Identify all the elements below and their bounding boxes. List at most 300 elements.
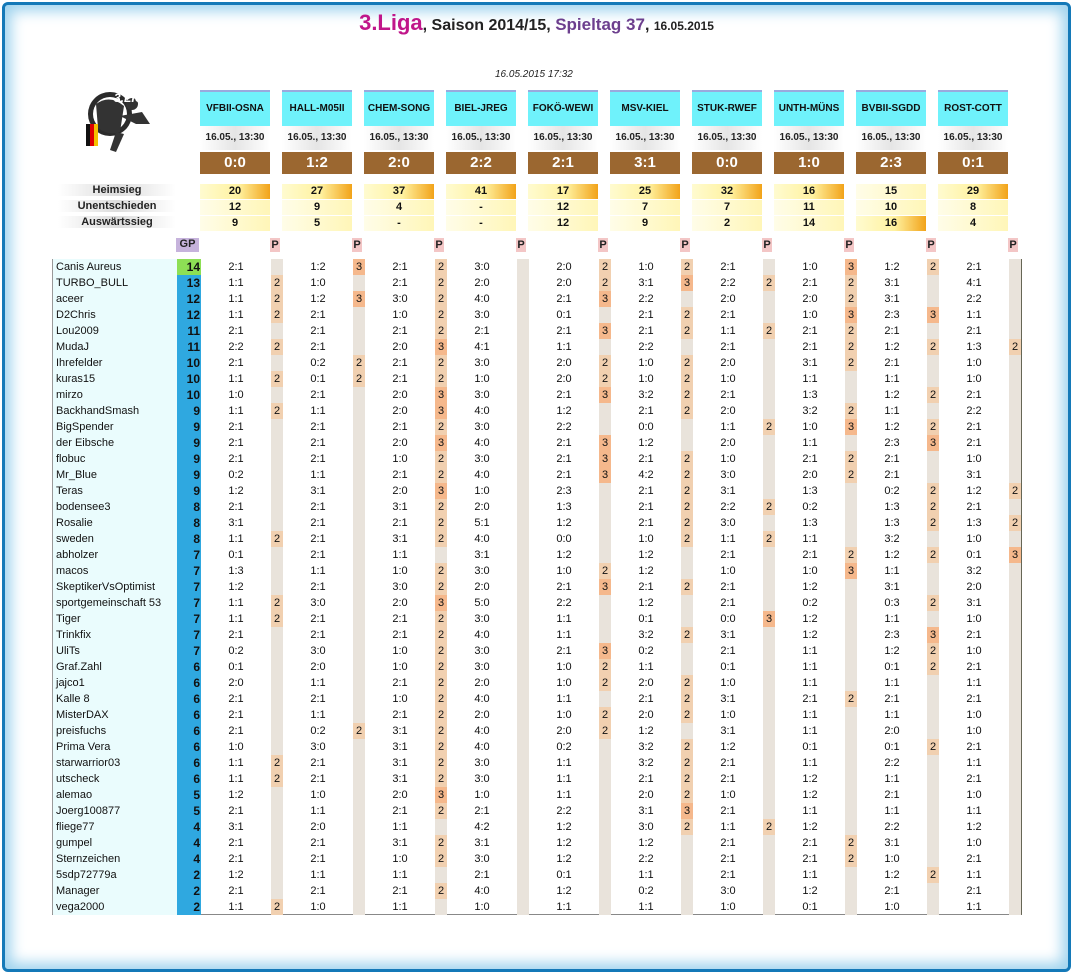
table-row: [53, 819, 1021, 835]
tip-points: [353, 307, 365, 323]
tip-points: [927, 771, 939, 787]
tip-cell: 0:1: [966, 549, 982, 561]
tip-points: 2: [599, 371, 611, 387]
tip-cell: 1:2: [884, 421, 900, 433]
match-date: 16.05., 13:30: [938, 126, 1008, 150]
match-date: 16.05., 13:30: [774, 126, 844, 150]
tip-cell: 3:0: [474, 421, 490, 433]
tip-cell: 2:1: [310, 453, 326, 465]
title-separator: ,: [644, 17, 654, 34]
tip-points: [599, 483, 611, 499]
tip-cell: 4:0: [474, 293, 490, 305]
player-points: 2: [177, 867, 201, 883]
tip-cell: 1:1: [802, 373, 818, 385]
tip-cell: 3:0: [720, 517, 736, 529]
tip-points: 3: [435, 483, 447, 499]
tip-points: [353, 851, 365, 867]
player-name: Ihrefelder: [53, 355, 177, 371]
match-date: 16.05., 13:30: [856, 126, 926, 150]
tip-points: [517, 627, 529, 643]
tip-cell: 2:2: [556, 421, 572, 433]
player-name: UliTs: [53, 643, 177, 659]
tip-points: 2: [681, 707, 693, 723]
tip-points: 2: [435, 835, 447, 851]
tip-cell: 2:1: [720, 757, 736, 769]
tip-cell: 3:0: [474, 613, 490, 625]
tip-points: [1009, 627, 1021, 643]
tip-points: [271, 323, 283, 339]
tip-cell: 3:1: [638, 277, 654, 289]
tip-points: [517, 259, 529, 275]
tip-cell: 2:1: [310, 853, 326, 865]
tip-cell: 2:1: [310, 389, 326, 401]
tip-cell: 0:1: [884, 741, 900, 753]
player-name: kuras15: [53, 371, 177, 387]
tip-cell: 2:3: [884, 437, 900, 449]
tip-cell: 2:1: [556, 325, 572, 337]
tip-cell: 2:1: [966, 693, 982, 705]
tip-cell: 1:2: [638, 437, 654, 449]
player-points: 5: [177, 803, 201, 819]
player-name: fliege77: [53, 819, 177, 835]
tip-cell: 1:0: [474, 485, 490, 497]
tip-points: [353, 899, 365, 915]
table-row: [53, 787, 1021, 803]
tip-cell: 3:1: [392, 837, 408, 849]
tip-cell: 3:1: [884, 293, 900, 305]
tip-cell: 1:0: [638, 261, 654, 273]
tip-points: 2: [681, 483, 693, 499]
tip-points: 2: [435, 723, 447, 739]
tip-points: 2: [681, 691, 693, 707]
tip-cell: 3:0: [474, 261, 490, 273]
tip-cell: 2:2: [884, 757, 900, 769]
title-date: 16.05.2015: [653, 19, 714, 33]
tip-cell: 3:2: [638, 741, 654, 753]
table-row: [53, 451, 1021, 467]
player-points: 2: [177, 883, 201, 899]
tip-points: 2: [681, 259, 693, 275]
tip-cell: 2:0: [392, 485, 408, 497]
tip-points: [845, 899, 857, 915]
tip-points: 2: [681, 819, 693, 835]
tip-cell: 0:1: [802, 741, 818, 753]
tip-points: 3: [599, 435, 611, 451]
title-saison: , Saison 2014/15,: [422, 17, 556, 34]
tip-points: [845, 739, 857, 755]
tip-points: 2: [681, 499, 693, 515]
tip-cell: 1:0: [310, 901, 326, 913]
tip-cell: 2:1: [802, 325, 818, 337]
tip-cell: 0:3: [884, 597, 900, 609]
tip-points: [845, 803, 857, 819]
tip-points: [271, 627, 283, 643]
tip-points: 2: [435, 307, 447, 323]
tip-points: 2: [435, 291, 447, 307]
tip-points: [353, 771, 365, 787]
tip-points: 2: [927, 259, 939, 275]
tip-cell: 2:1: [966, 661, 982, 673]
tip-cell: 2:2: [556, 805, 572, 817]
tip-points: [271, 723, 283, 739]
tip-points: 3: [927, 435, 939, 451]
odds-home: 16: [774, 184, 844, 199]
tip-points: [763, 483, 775, 499]
points-header: P: [353, 239, 361, 251]
player-name: Kalle 8: [53, 691, 177, 707]
odds-away: 16: [856, 216, 926, 231]
tip-points: 2: [927, 659, 939, 675]
table-row: [53, 339, 1021, 355]
tip-points: [271, 883, 283, 899]
tip-cell: 0:1: [310, 373, 326, 385]
tip-points: [517, 771, 529, 787]
tip-cell: 2:1: [228, 453, 244, 465]
player-points: 6: [177, 755, 201, 771]
tip-cell: 4:0: [474, 629, 490, 641]
tip-points: 2: [353, 355, 365, 371]
tip-cell: 2:1: [228, 437, 244, 449]
player-name: Tiger: [53, 611, 177, 627]
tip-points: [271, 499, 283, 515]
tip-points: 2: [599, 563, 611, 579]
tip-points: [599, 883, 611, 899]
player-points: 2: [177, 899, 201, 915]
tip-cell: 2:1: [884, 453, 900, 465]
tip-cell: 2:1: [966, 501, 982, 513]
player-points: 6: [177, 723, 201, 739]
tip-cell: 1:0: [884, 901, 900, 913]
match-result: 2:3: [856, 152, 926, 174]
tip-cell: 2:1: [720, 549, 736, 561]
tip-cell: 2:1: [966, 853, 982, 865]
tip-points: 2: [681, 739, 693, 755]
tip-points: [599, 803, 611, 819]
tip-points: 2: [681, 387, 693, 403]
tip-points: [1009, 787, 1021, 803]
tip-cell: 2:1: [310, 501, 326, 513]
tip-points: [763, 643, 775, 659]
player-points: 7: [177, 627, 201, 643]
tip-points: 2: [845, 835, 857, 851]
tip-points: [845, 531, 857, 547]
tip-cell: 2:0: [556, 261, 572, 273]
player-points: 11: [177, 323, 201, 339]
tip-points: [599, 755, 611, 771]
tip-points: [845, 659, 857, 675]
player-name: aceer: [53, 291, 177, 307]
match-column: [692, 90, 762, 229]
tip-points: [271, 387, 283, 403]
tip-points: 2: [599, 707, 611, 723]
tip-points: [271, 675, 283, 691]
tip-cell: 2:1: [720, 645, 736, 657]
tip-points: [353, 467, 365, 483]
odds-draw: 4: [364, 200, 434, 215]
tip-cell: 2:1: [638, 453, 654, 465]
label-away-win: Auswärtssieg: [58, 216, 176, 228]
tip-points: 2: [681, 771, 693, 787]
tip-points: [763, 755, 775, 771]
tip-points: 3: [681, 803, 693, 819]
tip-cell: 4:0: [474, 437, 490, 449]
tip-cell: 2:1: [638, 773, 654, 785]
tip-cell: 1:0: [556, 565, 572, 577]
tip-cell: 2:3: [884, 629, 900, 641]
tip-points: [927, 707, 939, 723]
title-spieltag: Spieltag 37: [555, 15, 645, 34]
tip-points: [845, 483, 857, 499]
tip-cell: 1:1: [392, 821, 408, 833]
tip-points: [1009, 643, 1021, 659]
tip-points: [763, 707, 775, 723]
odds-draw: 11: [774, 200, 844, 215]
tip-cell: 2:1: [228, 261, 244, 273]
tip-points: [845, 755, 857, 771]
tip-cell: 1:2: [556, 821, 572, 833]
tip-cell: 2:1: [310, 341, 326, 353]
tip-points: [271, 803, 283, 819]
odds-draw: -: [446, 200, 516, 215]
tip-cell: 2:0: [556, 277, 572, 289]
tip-cell: 1:1: [802, 677, 818, 689]
tip-points: 2: [435, 563, 447, 579]
player-points: 8: [177, 531, 201, 547]
tip-cell: 3:1: [638, 805, 654, 817]
points-header: P: [681, 239, 689, 251]
tip-points: [517, 579, 529, 595]
tip-cell: 2:1: [720, 341, 736, 353]
tip-points: [845, 819, 857, 835]
tip-points: [271, 259, 283, 275]
tip-cell: 1:0: [966, 613, 982, 625]
tip-points: [353, 611, 365, 627]
tip-points: 3: [599, 451, 611, 467]
player-name: gumpel: [53, 835, 177, 851]
tip-points: [271, 739, 283, 755]
player-name: bodensee3: [53, 499, 177, 515]
tip-cell: 1:1: [228, 757, 244, 769]
tip-points: [517, 723, 529, 739]
tip-points: [763, 579, 775, 595]
tip-points: [927, 899, 939, 915]
tip-points: 3: [599, 467, 611, 483]
tip-points: 2: [271, 339, 283, 355]
tip-cell: 1:0: [392, 693, 408, 705]
tip-points: 2: [435, 419, 447, 435]
table-row: [53, 723, 1021, 739]
table-row: [53, 691, 1021, 707]
tip-points: [1009, 739, 1021, 755]
tip-points: [353, 547, 365, 563]
player-points: 4: [177, 851, 201, 867]
tip-points: [1009, 291, 1021, 307]
tip-points: [1009, 387, 1021, 403]
player-name: MudaJ: [53, 339, 177, 355]
tip-points: [845, 675, 857, 691]
tip-points: [1009, 355, 1021, 371]
tip-points: [271, 579, 283, 595]
player-points: 12: [177, 307, 201, 323]
tip-points: [1009, 307, 1021, 323]
tip-points: 3: [845, 563, 857, 579]
player-points: 7: [177, 643, 201, 659]
tip-cell: 0:2: [228, 645, 244, 657]
player-name: BigSpender: [53, 419, 177, 435]
match-teams: STUK-RWEF: [692, 90, 762, 126]
tip-points: [763, 403, 775, 419]
player-name: macos: [53, 563, 177, 579]
tip-cell: 1:2: [884, 645, 900, 657]
tip-points: 2: [435, 691, 447, 707]
tip-points: [763, 867, 775, 883]
table-row: [53, 387, 1021, 403]
tip-cell: 2:0: [638, 789, 654, 801]
tip-cell: 3:2: [884, 533, 900, 545]
tip-cell: 2:1: [228, 325, 244, 337]
tip-points: [927, 787, 939, 803]
tip-points: 2: [845, 851, 857, 867]
tip-cell: 2:1: [884, 885, 900, 897]
player-points: 9: [177, 467, 201, 483]
tip-points: [271, 659, 283, 675]
tip-points: [599, 627, 611, 643]
tip-cell: 2:1: [392, 325, 408, 337]
tip-cell: 2:1: [884, 693, 900, 705]
tip-cell: 1:1: [966, 869, 982, 881]
tip-points: [517, 787, 529, 803]
match-date: 16.05., 13:30: [692, 126, 762, 150]
tip-points: [517, 659, 529, 675]
tip-points: 3: [927, 307, 939, 323]
tip-points: [927, 691, 939, 707]
tip-cell: 1:2: [556, 405, 572, 417]
tip-points: [681, 611, 693, 627]
tip-cell: 3:1: [884, 581, 900, 593]
tip-points: [1009, 467, 1021, 483]
tip-cell: 2:2: [966, 293, 982, 305]
match-column: [938, 90, 1008, 229]
tip-points: [1009, 403, 1021, 419]
tips-table: [52, 259, 1022, 915]
tip-points: [1009, 371, 1021, 387]
tip-points: [845, 579, 857, 595]
tip-points: [435, 899, 447, 915]
tip-points: [517, 611, 529, 627]
tip-cell: 2:0: [310, 821, 326, 833]
tip-cell: 1:1: [884, 405, 900, 417]
points-header: P: [845, 239, 853, 251]
tip-cell: 1:1: [966, 757, 982, 769]
tip-cell: 3:1: [392, 725, 408, 737]
tip-points: [353, 627, 365, 643]
match-column: [200, 90, 270, 229]
tip-cell: 2:1: [392, 805, 408, 817]
match-column: [528, 90, 598, 229]
tip-cell: 2:0: [720, 405, 736, 417]
tip-cell: 2:1: [720, 853, 736, 865]
table-row: [53, 467, 1021, 483]
tip-points: [927, 851, 939, 867]
player-points: 4: [177, 819, 201, 835]
tip-points: [1009, 595, 1021, 611]
player-name: Canis Aureus: [53, 259, 177, 275]
tip-points: 3: [845, 419, 857, 435]
tip-cell: 1:2: [802, 885, 818, 897]
tip-cell: 2:1: [638, 581, 654, 593]
tip-points: 2: [845, 275, 857, 291]
odds-away: 9: [200, 216, 270, 231]
odds-draw: 12: [528, 200, 598, 215]
tip-points: 2: [435, 803, 447, 819]
player-points: 10: [177, 387, 201, 403]
tip-points: 2: [845, 291, 857, 307]
tip-cell: 0:0: [556, 533, 572, 545]
tip-cell: 2:0: [392, 597, 408, 609]
tip-cell: 0:2: [884, 485, 900, 497]
tip-points: [681, 851, 693, 867]
tip-cell: 4:1: [474, 341, 490, 353]
tip-points: [435, 867, 447, 883]
tip-cell: 1:2: [884, 549, 900, 561]
tip-points: [1009, 579, 1021, 595]
tip-cell: 2:1: [720, 389, 736, 401]
player-points: 6: [177, 771, 201, 787]
tip-cell: 0:0: [638, 421, 654, 433]
tip-cell: 1:1: [228, 773, 244, 785]
tip-cell: 1:2: [884, 869, 900, 881]
player-name: D2Chris: [53, 307, 177, 323]
tip-cell: 1:0: [802, 309, 818, 321]
tip-cell: 1:1: [556, 341, 572, 353]
tip-cell: 3:2: [638, 389, 654, 401]
tip-points: [681, 419, 693, 435]
tip-points: [353, 691, 365, 707]
tip-points: [845, 435, 857, 451]
tip-points: [1009, 435, 1021, 451]
tip-points: 2: [435, 467, 447, 483]
tip-points: 2: [927, 643, 939, 659]
tip-points: 2: [271, 899, 283, 915]
tip-points: [353, 867, 365, 883]
tip-points: 2: [681, 355, 693, 371]
player-points: 7: [177, 595, 201, 611]
tip-cell: 2:0: [720, 357, 736, 369]
tip-cell: 1:3: [884, 501, 900, 513]
tip-points: [1009, 707, 1021, 723]
tip-points: 2: [681, 627, 693, 643]
tip-points: [271, 483, 283, 499]
tip-points: [845, 643, 857, 659]
odds-home: 25: [610, 184, 680, 199]
tip-cell: 2:1: [228, 725, 244, 737]
tip-cell: 1:1: [884, 709, 900, 721]
tip-cell: 1:0: [556, 661, 572, 673]
tip-cell: 2:1: [392, 373, 408, 385]
tip-points: [599, 819, 611, 835]
match-result: 3:1: [610, 152, 680, 174]
tip-cell: 2:1: [720, 309, 736, 321]
player-name: flobuc: [53, 451, 177, 467]
tip-points: 3: [681, 275, 693, 291]
tip-cell: 1:0: [392, 645, 408, 657]
tip-points: 3: [435, 435, 447, 451]
match-date: 16.05., 13:30: [282, 126, 352, 150]
match-date: 16.05., 13:30: [200, 126, 270, 150]
odds-home: 15: [856, 184, 926, 199]
player-name: Trinkfix: [53, 627, 177, 643]
tip-points: [353, 755, 365, 771]
